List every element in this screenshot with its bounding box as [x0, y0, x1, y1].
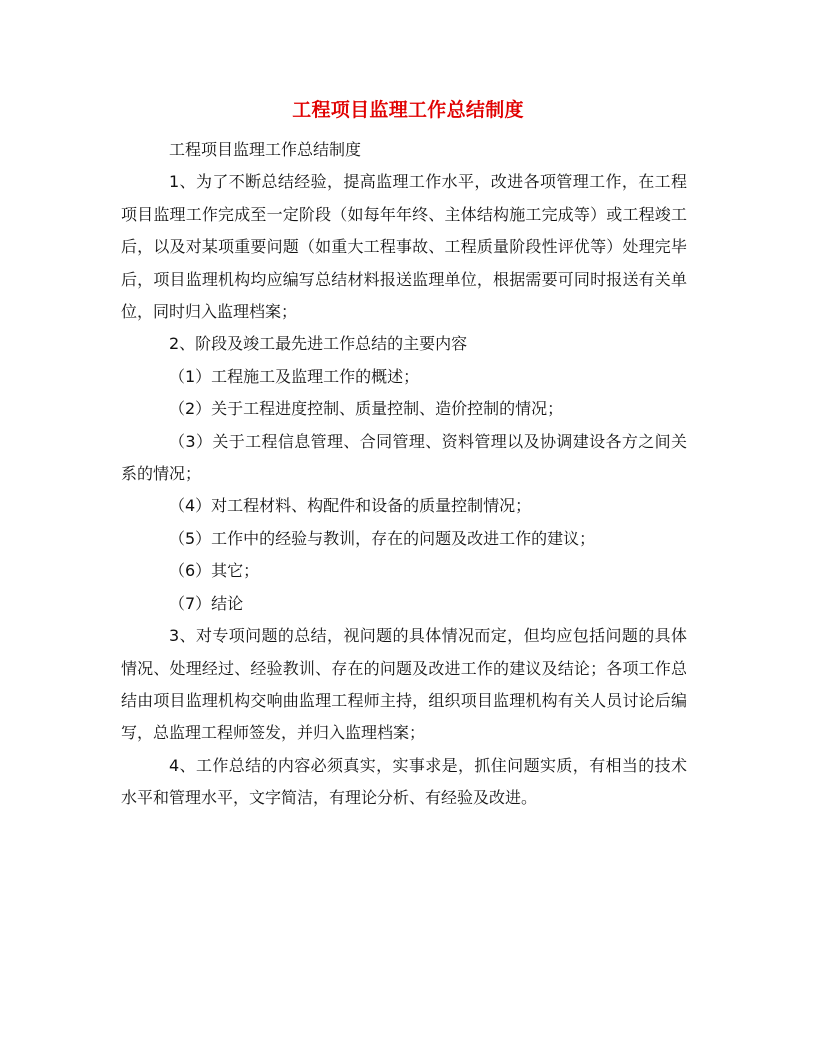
- paragraph-4: 4、工作总结的内容必须真实，实事求是，抓住问题实质，有相当的技术水平和管理水平，文字简洁，有理论分析、有经验及改进。: [121, 755, 687, 808]
- list-item-3: （3）关于工程信息管理、合同管理、资料管理以及协调建设各方之间关系的情况；: [121, 431, 687, 484]
- list-item-6: （6）其它；: [169, 561, 260, 581]
- list-item-1: （1）工程施工及监理工作的概述；: [169, 366, 420, 386]
- document-title: 工程项目监理工作总结制度: [292, 99, 524, 121]
- paragraph-1: 1、为了不断总结经验，提高监理工作水平，改进各项管理工作，在工程项目监理工作完成至一定阶段（如每年年终、主体结构施工完成等）或工程竣工后，以及对某项重要问题（如重大工程事故、工程质量阶段性评优等）处理完毕后，项目监理机构均应编写总结材料报送监理单位，根据需要可同时报送有关单位，同时归入监理档案；: [121, 172, 687, 322]
- list-item-7: （7）结论: [169, 593, 244, 613]
- paragraph-2: 2、阶段及竣工最先进工作总结的主要内容: [169, 334, 468, 354]
- list-item-2: （2）关于工程进度控制、质量控制、造价控制的情况；: [169, 399, 564, 419]
- document-body: [121, 134, 687, 815]
- paragraph-3: 3、对专项问题的总结，视问题的具体情况而定，但均应包括问题的具体情况、处理经过、经验教训、存在的问题及改进工作的建议及结论；各项工作总结由项目监理机构交响曲监理工程师主持，组织项目监理机构有关人员讨论后编写，总监理工程师签发，并归入监理档案；: [121, 626, 687, 743]
- list-item-4: （4）对工程材料、构配件和设备的质量控制情况；: [169, 496, 532, 516]
- subtitle-paragraph: 工程项目监理工作总结制度: [169, 140, 362, 159]
- list-item-5: （5）工作中的经验与教训，存在的问题及改进工作的建议；: [169, 528, 596, 548]
